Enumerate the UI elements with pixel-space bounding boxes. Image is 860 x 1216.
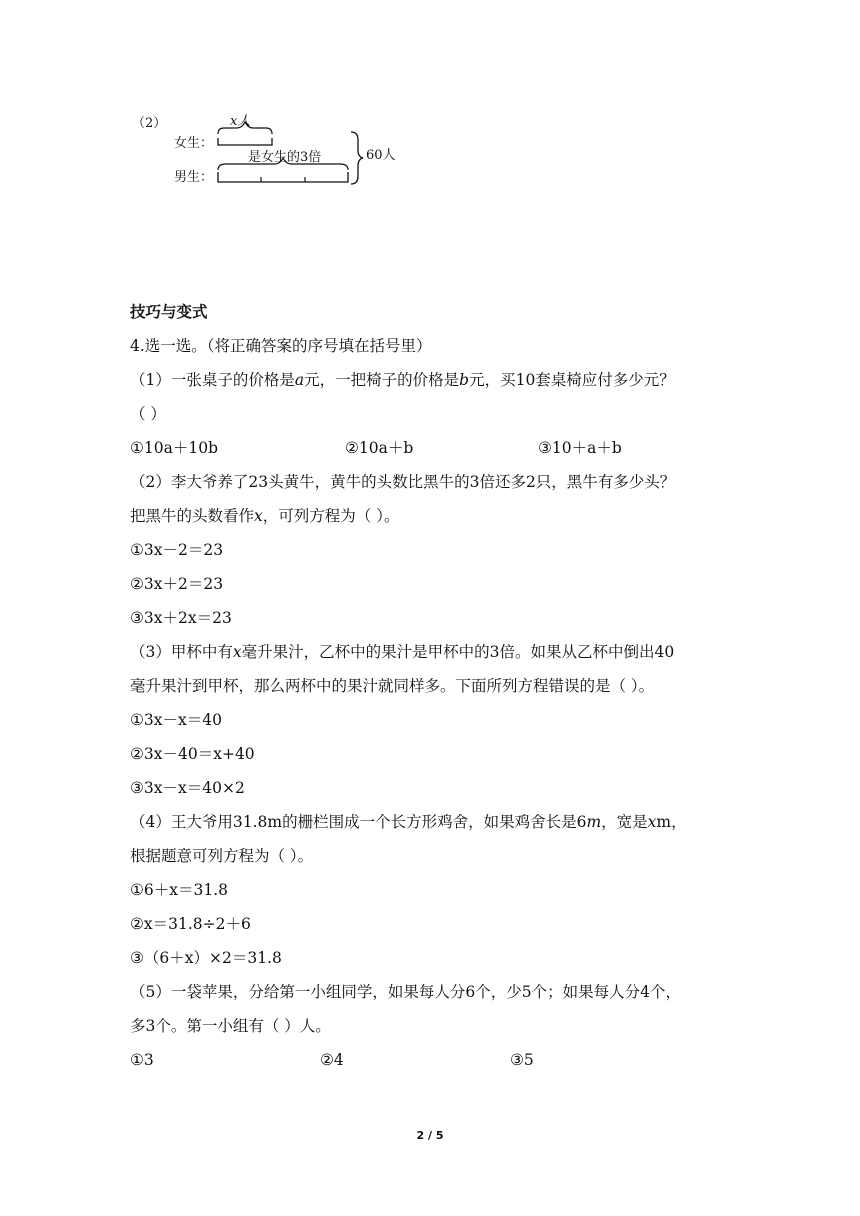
q4-4-line1-a: （4）王大爷用31.8m的栅栏围成一个长方形鸡舍，如果鸡舍长是6	[130, 813, 587, 831]
sub-question-number: （2）	[132, 116, 167, 131]
q4-2-line1: （2）李大爷养了23头黄牛，黄牛的头数比黑牛的3倍还多2只，黑牛有多少头？	[130, 473, 676, 491]
var-x: x	[647, 813, 657, 831]
q4-1-stem-b: 元，一把椅子的价格是	[304, 371, 460, 389]
q4-3-line2: 毫升果汁到甲杯，那么两杯中的果汁就同样多。下面所列方程错误的是（ ）。	[130, 677, 655, 695]
q4-1-option-3: ③10＋a＋b	[538, 439, 622, 457]
q4-5-option-1: ①3	[130, 1051, 154, 1069]
q4-1-stem-c: 元，买10套桌椅应付多少元？	[469, 371, 675, 389]
q4-5-line1: （5）一袋苹果，分给第一小组同学，如果每人分6个，少5个；如果每人分4个，	[130, 983, 681, 1001]
girls-top-brace	[218, 122, 272, 134]
boys-top-brace	[218, 158, 348, 170]
girls-boys-diagram	[130, 112, 410, 192]
var-a: a	[294, 371, 305, 389]
q4-2-line2-b: ，可列方程为（ ）。	[262, 507, 400, 525]
q4-1-stem-a: （1）一张桌子的价格是	[130, 371, 295, 389]
girls-segment	[218, 138, 272, 145]
q4-3-line1-b: 毫升果汁，乙杯中的果汁是甲杯中的3倍。如果从乙杯中倒出40	[241, 643, 675, 661]
var-b: b	[459, 371, 470, 389]
right-brace	[351, 132, 363, 184]
var-m: m	[586, 813, 602, 831]
var-x: x	[254, 507, 263, 525]
q4-4-line1-b: ，宽是	[601, 813, 648, 831]
q4-4-option-3: ③（6＋x）×2＝31.8	[130, 949, 282, 967]
q4-2-option-3: ③3x＋2x＝23	[130, 609, 232, 627]
boys-label: 男生：	[174, 170, 214, 185]
section-heading: 技巧与变式	[130, 303, 208, 321]
q4-2-option-1: ①3x－2＝23	[130, 541, 224, 559]
page-number: 2 / 5	[416, 1129, 444, 1142]
q4-5-option-3: ③5	[510, 1051, 534, 1069]
diagram-lines	[130, 112, 410, 192]
q4-4-line1	[130, 812, 687, 832]
q4-3-line1-a: （3）甲杯中有	[130, 643, 233, 661]
q4-4-line2: 根据题意可列方程为（ ）。	[130, 847, 314, 865]
q4-3-line1	[130, 642, 674, 662]
q4-3-option-3: ③3x－x＝40×2	[130, 779, 245, 797]
q4-2-option-2: ②3x＋2＝23	[130, 575, 224, 593]
q4-4-line1-c: m，	[656, 813, 687, 831]
q4-5-line2: 多3个。第一小组有（ ）人。	[130, 1017, 331, 1035]
q4-2-line2	[130, 506, 399, 526]
q4-3-option-1: ①3x－x＝40	[130, 711, 222, 729]
q4-1-stem	[130, 370, 675, 390]
q4-1-option-1: ①10a＋10b	[130, 439, 219, 457]
q4-5-option-2: ②4	[320, 1051, 344, 1069]
q4-1-option-2: ②10a＋b	[345, 439, 414, 457]
boys-segment	[218, 172, 348, 182]
var-x: x	[232, 643, 242, 661]
total-label: 60人	[366, 148, 396, 163]
q4-title: 4.选一选。（将正确答案的序号填在括号里）	[130, 337, 432, 355]
three-times-label: 是女生的3倍	[248, 150, 322, 165]
q4-4-option-2: ②x＝31.8÷2＋6	[130, 915, 251, 933]
q4-4-option-1: ①6＋x＝31.8	[130, 881, 229, 899]
q4-1-answer-blank: （ ）	[130, 405, 166, 423]
q4-2-line2-a: 把黑牛的头数看作	[130, 507, 255, 525]
q4-3-option-2: ②3x－40＝x+40	[130, 745, 255, 763]
girls-label: 女生：	[174, 136, 214, 151]
x-people-label: x人	[230, 114, 251, 129]
